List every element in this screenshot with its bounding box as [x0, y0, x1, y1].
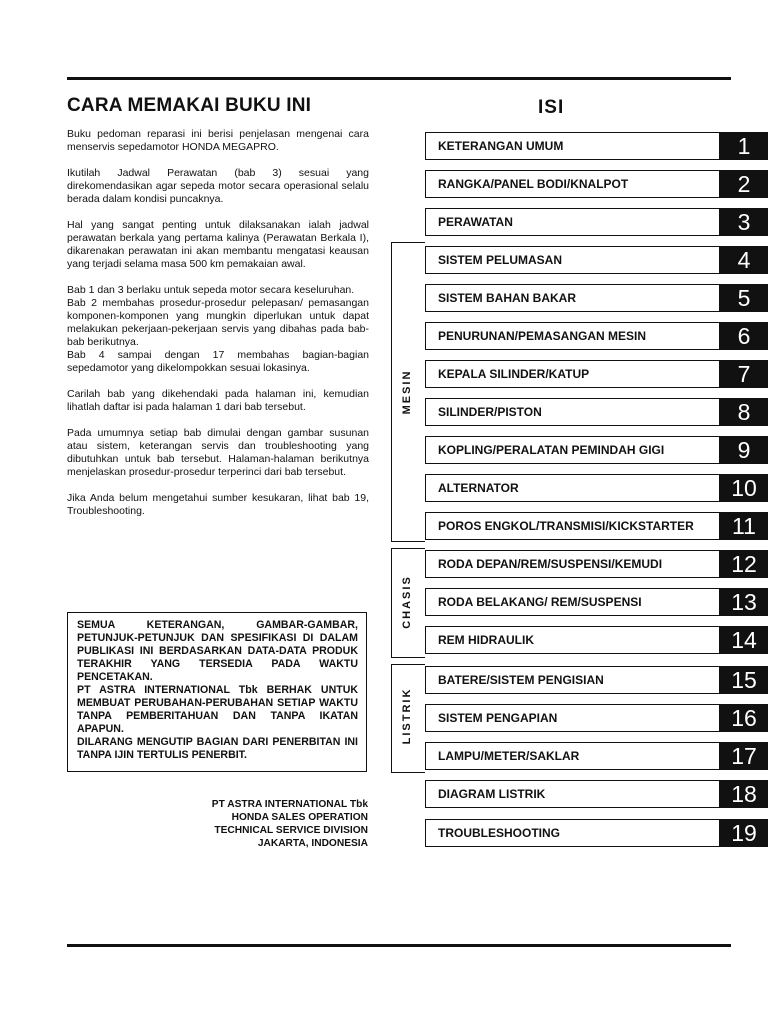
- toc-item-label: POROS ENGKOL/TRANSMISI/KICKSTARTER: [425, 512, 720, 540]
- notice-text: PT ASTRA INTERNATIONAL Tbk BERHAK UNTUK MEMBUAT PERUBAHAN-PERUBAHAN SETIAP WAKTU TANPA PEMBERITAHUAN DAN TANPA IKATAN APAPUN.: [77, 684, 358, 735]
- toc-item-label: RODA BELAKANG/ REM/SUSPENSI: [425, 588, 720, 616]
- group-label-listrik: LISTRIK: [401, 687, 413, 745]
- toc-title: ISI: [538, 97, 565, 118]
- chapter-number: 1: [720, 132, 768, 160]
- chapter-number: 12: [720, 550, 768, 578]
- toc-item-label: SISTEM PELUMASAN: [425, 246, 720, 274]
- toc-item-13[interactable]: [425, 588, 768, 616]
- intro-paragraph: Bab 2 membahas prosedur-prosedur pelepasan/ pemasangan komponen-komponen yang mungkin diperlukan untuk dapat melakukan pekerjaan-pekerjaan servis yang dibahas pada bab-bab berikutnya.: [67, 297, 369, 348]
- chapter-number: 2: [720, 170, 768, 198]
- notice-text: DILARANG MENGUTIP BAGIAN DARI PENERBITAN INI TANPA IJIN TERTULIS PENERBIT.: [77, 736, 358, 761]
- chapter-number: 11: [720, 512, 768, 540]
- toc-item-9[interactable]: [425, 436, 768, 464]
- chapter-number: 8: [720, 398, 768, 426]
- toc-item-2[interactable]: [425, 170, 768, 198]
- toc-item-label: BATERE/SISTEM PENGISIAN: [425, 666, 720, 694]
- toc-item-1[interactable]: [425, 132, 768, 160]
- intro-paragraph: Ikutilah Jadwal Perawatan (bab 3) sesuai yang direkomendasikan agar sepeda motor secara operasional selalu berada dalam kondisi puncaknya.: [67, 167, 369, 205]
- chapter-number: 10: [720, 474, 768, 502]
- chapter-number: 13: [720, 588, 768, 616]
- notice-text: SEMUA KETERANGAN, GAMBAR-GAMBAR, PETUNJUK-PETUNJUK DAN SPESIFIKASI DI DALAM PUBLIKASI INI BERDASARKAN DATA-DATA PRODUK TERAKHIR YANG TERSEDIA PADA WAKTU PENCETAKAN.: [77, 619, 358, 683]
- chapter-number: 9: [720, 436, 768, 464]
- chapter-number: 14: [720, 626, 768, 654]
- chapter-number: 5: [720, 284, 768, 312]
- toc-item-6[interactable]: [425, 322, 768, 350]
- toc-item-label: PENURUNAN/PEMASANGAN MESIN: [425, 322, 720, 350]
- publisher-line: TECHNICAL SERVICE DIVISION: [214, 825, 368, 836]
- toc-item-label: KEPALA SILINDER/KATUP: [425, 360, 720, 388]
- chapter-number: 18: [720, 780, 768, 808]
- publisher-line: JAKARTA, INDONESIA: [257, 838, 368, 849]
- toc-item-14[interactable]: [425, 626, 768, 654]
- left-section-title: CARA MEMAKAI BUKU INI: [67, 95, 312, 116]
- toc-item-label: KOPLING/PERALATAN PEMINDAH GIGI: [425, 436, 720, 464]
- toc-item-12[interactable]: [425, 550, 768, 578]
- toc-item-label: RODA DEPAN/REM/SUSPENSI/KEMUDI: [425, 550, 720, 578]
- chapter-number: 6: [720, 322, 768, 350]
- toc-item-10[interactable]: [425, 474, 768, 502]
- intro-paragraph: Jika Anda belum mengetahui sumber kesukaran, lihat bab 19, Troubleshooting.: [67, 492, 369, 517]
- publisher-line: HONDA SALES OPERATION: [231, 812, 368, 823]
- toc-item-label: DIAGRAM LISTRIK: [425, 780, 720, 808]
- toc-item-label: KETERANGAN UMUM: [425, 132, 720, 160]
- intro-paragraph: Buku pedoman reparasi ini berisi penjelasan mengenai cara menservis sepedamotor HONDA MEGAPRO.: [67, 128, 369, 153]
- toc-item-label: PERAWATAN: [425, 208, 720, 236]
- group-label-chasis: CHASIS: [401, 575, 413, 629]
- toc-item-16[interactable]: [425, 704, 768, 732]
- chapter-number: 16: [720, 704, 768, 732]
- toc-item-4[interactable]: [425, 246, 768, 274]
- intro-paragraph: Carilah bab yang dikehendaki pada halaman ini, kemudian lihatlah daftar isi pada halaman 1 dari bab tersebut.: [67, 388, 369, 413]
- bottom-rule: [67, 944, 731, 947]
- group-label-mesin: MESIN: [401, 369, 413, 415]
- toc-item-label: REM HIDRAULIK: [425, 626, 720, 654]
- toc-item-label: LAMPU/METER/SAKLAR: [425, 742, 720, 770]
- toc-item-label: TROUBLESHOOTING: [425, 819, 720, 847]
- chapter-number: 7: [720, 360, 768, 388]
- toc-item-19[interactable]: [425, 819, 768, 847]
- chapter-number: 3: [720, 208, 768, 236]
- intro-text: [67, 128, 369, 531]
- toc-item-label: SILINDER/PISTON: [425, 398, 720, 426]
- toc-item-3[interactable]: [425, 208, 768, 236]
- top-rule: [67, 77, 731, 80]
- chapter-number: 4: [720, 246, 768, 274]
- intro-paragraph: Pada umumnya setiap bab dimulai dengan gambar susunan atau sistem, keterangan servis dan troubleshooting yang dibutuhkan untuk bab tersebut. Halaman-halaman berikutnya menjelaskan prosedur-prosedur terperinci dari bab tersebut.: [67, 427, 369, 478]
- chapter-number: 17: [720, 742, 768, 770]
- publisher-line: PT ASTRA INTERNATIONAL Tbk: [211, 799, 368, 810]
- toc-item-label: RANGKA/PANEL BODI/KNALPOT: [425, 170, 720, 198]
- toc-item-18[interactable]: [425, 780, 768, 808]
- toc-item-label: SISTEM PENGAPIAN: [425, 704, 720, 732]
- intro-paragraph: Hal yang sangat penting untuk dilaksanakan ialah jadwal perawatan berkala yang pertama kalinya (Perawatan Berkala I), dikarenakan perawatan ini akan membantu mengatasi keausan yang terjadi selama masa 500 km pemakaian awal.: [67, 219, 369, 270]
- toc-item-label: ALTERNATOR: [425, 474, 720, 502]
- toc-item-label: SISTEM BAHAN BAKAR: [425, 284, 720, 312]
- toc-item-11[interactable]: [425, 512, 768, 540]
- chapter-number: 19: [720, 819, 768, 847]
- toc-item-8[interactable]: [425, 398, 768, 426]
- toc-item-5[interactable]: [425, 284, 768, 312]
- toc-item-7[interactable]: [425, 360, 768, 388]
- publisher-block: [150, 798, 368, 850]
- toc-item-17[interactable]: [425, 742, 768, 770]
- toc-item-15[interactable]: [425, 666, 768, 694]
- intro-paragraph: Bab 1 dan 3 berlaku untuk sepeda motor secara keseluruhan.: [67, 284, 355, 296]
- intro-paragraph: Bab 4 sampai dengan 17 membahas bagian-bagian sepedamotor yang dikelompokkan sesuai lokasinya.: [67, 349, 369, 374]
- chapter-number: 15: [720, 666, 768, 694]
- notice-box: [67, 612, 367, 772]
